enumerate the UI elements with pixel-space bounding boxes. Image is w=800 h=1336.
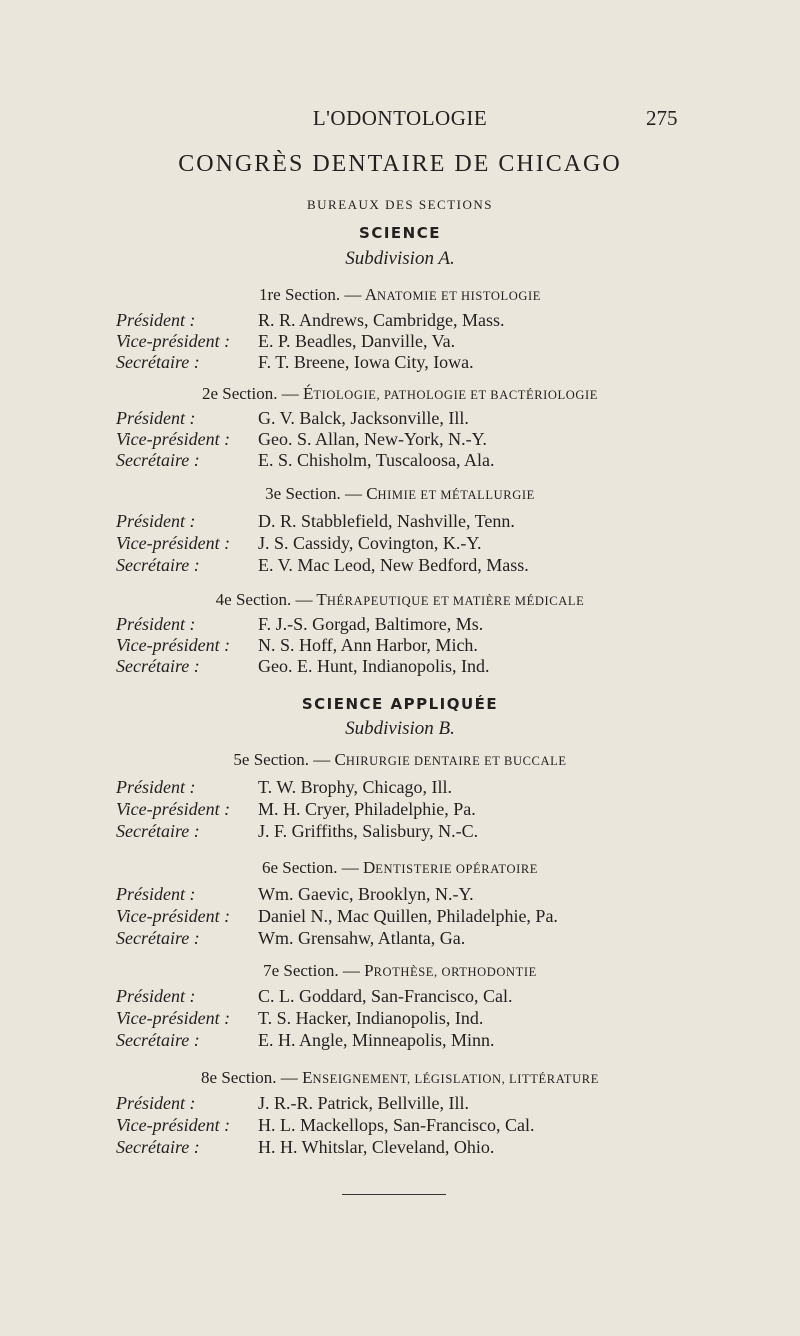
section-7-secretaire: E. H. Angle, Minneapolis, Minn. bbox=[258, 1030, 495, 1050]
section-number: 8e bbox=[201, 1068, 218, 1087]
section-title-initial: T bbox=[316, 590, 327, 609]
section-title-initial: C bbox=[334, 750, 346, 769]
section-8-heading bbox=[0, 1068, 800, 1088]
section-1-president: R. R. Andrews, Cambridge, Mass. bbox=[258, 310, 505, 330]
role-vice-president: Vice-président : bbox=[116, 635, 231, 655]
role-vice-president: Vice-président : bbox=[116, 1008, 231, 1028]
section-title: HIMIE ET MÉTALLURGIE bbox=[377, 488, 535, 502]
section-5-vice-president: M. H. Cryer, Philadelphie, Pa. bbox=[258, 799, 476, 819]
section-3-president: D. R. Stabblefield, Nashville, Tenn. bbox=[258, 511, 515, 531]
section-8-president: J. R.-R. Patrick, Bellville, Ill. bbox=[258, 1093, 469, 1113]
main-title: CONGRÈS DENTAIRE DE CHICAGO bbox=[178, 151, 622, 177]
section-1-secretaire: F. T. Breene, Iowa City, Iowa. bbox=[258, 352, 474, 372]
role-president: Président : bbox=[116, 511, 196, 531]
role-secretaire: Secrétaire : bbox=[116, 1137, 200, 1157]
role-secretaire: Secrétaire : bbox=[116, 928, 200, 948]
section-6-heading bbox=[0, 858, 800, 878]
section-title: TIOLOGIE, PATHOLOGIE ET BACTÉRIOLOGIE bbox=[313, 388, 599, 402]
role-president: Président : bbox=[116, 408, 196, 428]
section-title: ROTHÈSE, ORTHODONTIE bbox=[373, 965, 537, 979]
section-2-vice-president: Geo. S. Allan, New-York, N.-Y. bbox=[258, 429, 487, 449]
running-title: L'ODONTOLOGIE bbox=[312, 106, 488, 130]
section-4-vice-president: N. S. Hoff, Ann Harbor, Mich. bbox=[258, 635, 478, 655]
role-vice-president: Vice-président : bbox=[116, 331, 231, 351]
role-president: Président : bbox=[116, 986, 196, 1006]
section-title: ENTISTERIE OPÉRATOIRE bbox=[375, 862, 539, 876]
section-label: Section. — bbox=[222, 384, 299, 403]
section-6-vice-president: Daniel N., Mac Quillen, Philadelphie, Pa. bbox=[258, 906, 558, 926]
section-number: 2e bbox=[201, 384, 218, 403]
section-3-secretaire: E. V. Mac Leod, New Bedford, Mass. bbox=[258, 555, 529, 575]
section-5-president: T. W. Brophy, Chicago, Ill. bbox=[258, 777, 452, 797]
section-7-president: C. L. Goddard, San-Francisco, Cal. bbox=[258, 986, 513, 1006]
section-title-initial: P bbox=[364, 961, 374, 980]
closing-rule bbox=[342, 1194, 446, 1195]
section-label: Section. — bbox=[283, 961, 360, 980]
section-2-heading bbox=[0, 384, 800, 404]
section-label: Section. — bbox=[282, 858, 359, 877]
section-6-president: Wm. Gaevic, Brooklyn, N.-Y. bbox=[258, 884, 474, 904]
role-secretaire: Secrétaire : bbox=[116, 656, 200, 676]
section-number: 6e bbox=[261, 858, 279, 877]
subdivision-b: Subdivision B. bbox=[345, 718, 455, 739]
role-secretaire: Secrétaire : bbox=[116, 1030, 200, 1050]
role-president: Président : bbox=[116, 310, 196, 330]
bureaux-heading: BUREAUX DES SECTIONS bbox=[306, 197, 493, 212]
role-president: Président : bbox=[116, 614, 196, 634]
science-heading: SCIENCE bbox=[359, 224, 441, 242]
section-title-initial: C bbox=[366, 484, 378, 503]
role-secretaire: Secrétaire : bbox=[116, 450, 200, 470]
section-1-vice-president: E. P. Beadles, Danville, Va. bbox=[258, 331, 456, 351]
section-7-heading bbox=[0, 961, 800, 981]
section-title-initial: D bbox=[363, 858, 376, 877]
section-title-initial: É bbox=[302, 384, 314, 403]
section-label: Section. — bbox=[284, 285, 362, 304]
section-label: Section. — bbox=[221, 1068, 298, 1087]
role-president: Président : bbox=[116, 1093, 196, 1113]
section-number: 7e bbox=[263, 961, 280, 980]
section-3-vice-president: J. S. Cassidy, Covington, K.-Y. bbox=[258, 533, 482, 553]
section-5-heading bbox=[0, 750, 800, 770]
role-secretaire: Secrétaire : bbox=[116, 821, 200, 841]
section-2-president: G. V. Balck, Jacksonville, Ill. bbox=[258, 408, 469, 428]
role-president: Président : bbox=[116, 884, 196, 904]
subdivision-a: Subdivision A. bbox=[345, 248, 455, 269]
section-4-heading bbox=[0, 590, 800, 610]
section-2-secretaire: E. S. Chisholm, Tuscaloosa, Ala. bbox=[258, 450, 495, 470]
section-7-vice-president: T. S. Hacker, Indianopolis, Ind. bbox=[258, 1008, 484, 1028]
section-5-secretaire: J. F. Griffiths, Salisbury, N.-C. bbox=[258, 821, 479, 841]
section-1-heading bbox=[0, 285, 800, 305]
section-title: NATOMIE ET HISTOLOGIE bbox=[377, 289, 542, 303]
section-number: 5e bbox=[233, 750, 250, 769]
role-vice-president: Vice-président : bbox=[116, 533, 231, 553]
section-label: Section. — bbox=[285, 484, 362, 503]
section-number: 1re bbox=[258, 285, 281, 304]
section-8-secretaire: H. H. Whitslar, Cleveland, Ohio. bbox=[258, 1137, 495, 1157]
section-label: Section. — bbox=[253, 750, 331, 769]
role-vice-president: Vice-président : bbox=[116, 429, 231, 449]
section-8-vice-president: H. L. Mackellops, San-Francisco, Cal. bbox=[258, 1115, 535, 1135]
role-secretaire: Secrétaire : bbox=[116, 352, 200, 372]
section-6-secretaire: Wm. Grensahw, Atlanta, Ga. bbox=[258, 928, 466, 948]
science-appliquee-heading: SCIENCE APPLIQUÉE bbox=[301, 695, 499, 713]
section-title-initial: A bbox=[364, 285, 378, 304]
role-secretaire: Secrétaire : bbox=[116, 555, 200, 575]
section-number: 3e bbox=[265, 484, 282, 503]
section-label: Section. — bbox=[235, 590, 313, 609]
role-president: Président : bbox=[116, 777, 196, 797]
role-vice-president: Vice-président : bbox=[116, 799, 231, 819]
section-title: NSEIGNEMENT, LÉGISLATION, LITTÉRATURE bbox=[312, 1072, 599, 1086]
section-4-secretaire: Geo. E. Hunt, Indianopolis, Ind. bbox=[258, 656, 490, 676]
section-3-heading bbox=[0, 484, 800, 504]
section-number: 4e bbox=[215, 590, 232, 609]
section-title: HIRURGIE DENTAIRE ET BUCCALE bbox=[345, 754, 567, 768]
role-vice-president: Vice-président : bbox=[116, 906, 231, 926]
page-number: 275 bbox=[646, 106, 678, 130]
section-title: HÉRAPEUTIQUE ET MATIÈRE MÉDICALE bbox=[326, 594, 585, 608]
section-title-initial: E bbox=[302, 1068, 313, 1087]
section-4-president: F. J.-S. Gorgad, Baltimore, Ms. bbox=[258, 614, 484, 634]
role-vice-president: Vice-président : bbox=[116, 1115, 231, 1135]
